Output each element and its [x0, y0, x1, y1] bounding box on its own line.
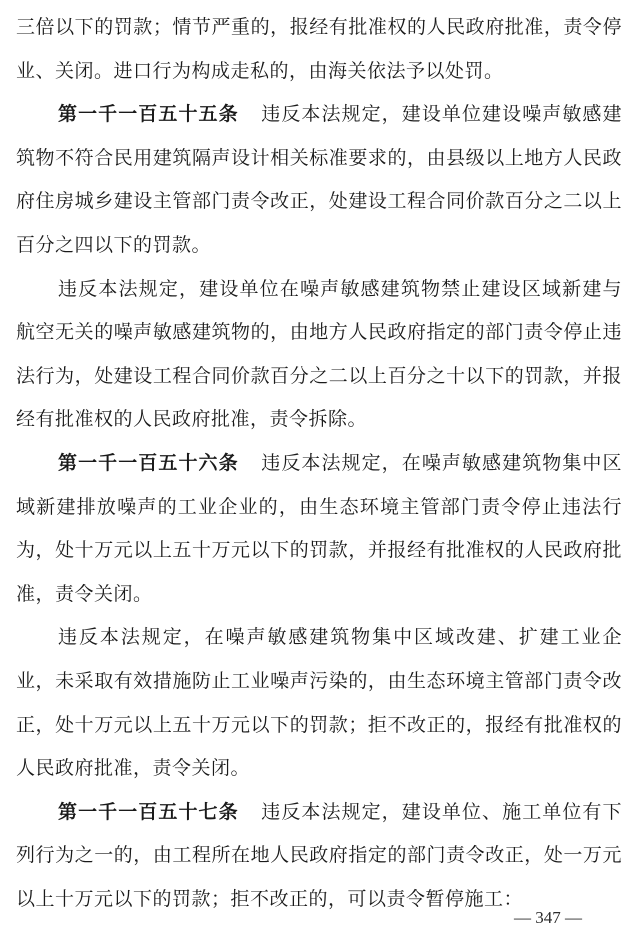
- article-title: 第一千一百五十七条: [58, 800, 239, 823]
- paragraph-text: 违反本法规定，建设单位在噪声敏感建筑物禁止建设区域新建与航空无关的噪声敏感建筑物的，由地方人民政府指定的部门责令停止违法行为，处建设工程合同价款百分之二以上百分之十以下的罚款，并报经有批准权的人民政府批准，责令拆除。: [16, 277, 622, 431]
- paragraph-text: 违反本法规定，建设单位建设噪声敏感建筑物不符合民用建筑隔声设计相关标准要求的，由县级以上地方人民政府住房城乡建设主管部门责令改正，处建设工程合同价款百分之二以上百分之四以下的罚款。: [16, 103, 622, 256]
- article-1156-clause-2: [16, 616, 622, 790]
- paragraph-text: 三倍以下的罚款；情节严重的，报经有批准权的人民政府批准，责令停业、关闭。进口行为构成走私的，由海关依法予以处罚。: [16, 16, 622, 82]
- paragraph-continuation: [16, 6, 622, 93]
- page-number: — 347 —: [514, 908, 582, 927]
- article-1155-paragraph: [16, 93, 622, 267]
- article-title: 第一千一百五十五条: [58, 103, 239, 126]
- paragraph-text: 违反本法规定，在噪声敏感建筑物集中区域改建、扩建工业企业，未采取有效措施防止工业噪声污染的，由生态环境主管部门责令改正，处十万元以上五十万元以下的罚款；拒不改正的，报经有批准权的人民政府批准，责令关闭。: [16, 626, 622, 780]
- article-1155-clause-2: [16, 268, 622, 442]
- article-1156-paragraph: [16, 442, 622, 616]
- paragraph-text: 违反本法规定，在噪声敏感建筑物集中区域新建排放噪声的工业企业的，由生态环境主管部门责令停止违法行为，处十万元以上五十万元以下的罚款，并报经有批准权的人民政府批准，责令关闭。: [16, 451, 622, 605]
- body-text: [16, 6, 622, 921]
- article-1157-paragraph: [16, 791, 622, 922]
- article-title: 第一千一百五十六条: [58, 451, 239, 474]
- paragraph-text: 违反本法规定，建设单位、施工单位有下列行为之一的，由工程所在地人民政府指定的部门责令改正，处一万元以上十万元以下的罚款；拒不改正的，可以责令暂停施工：: [16, 800, 622, 910]
